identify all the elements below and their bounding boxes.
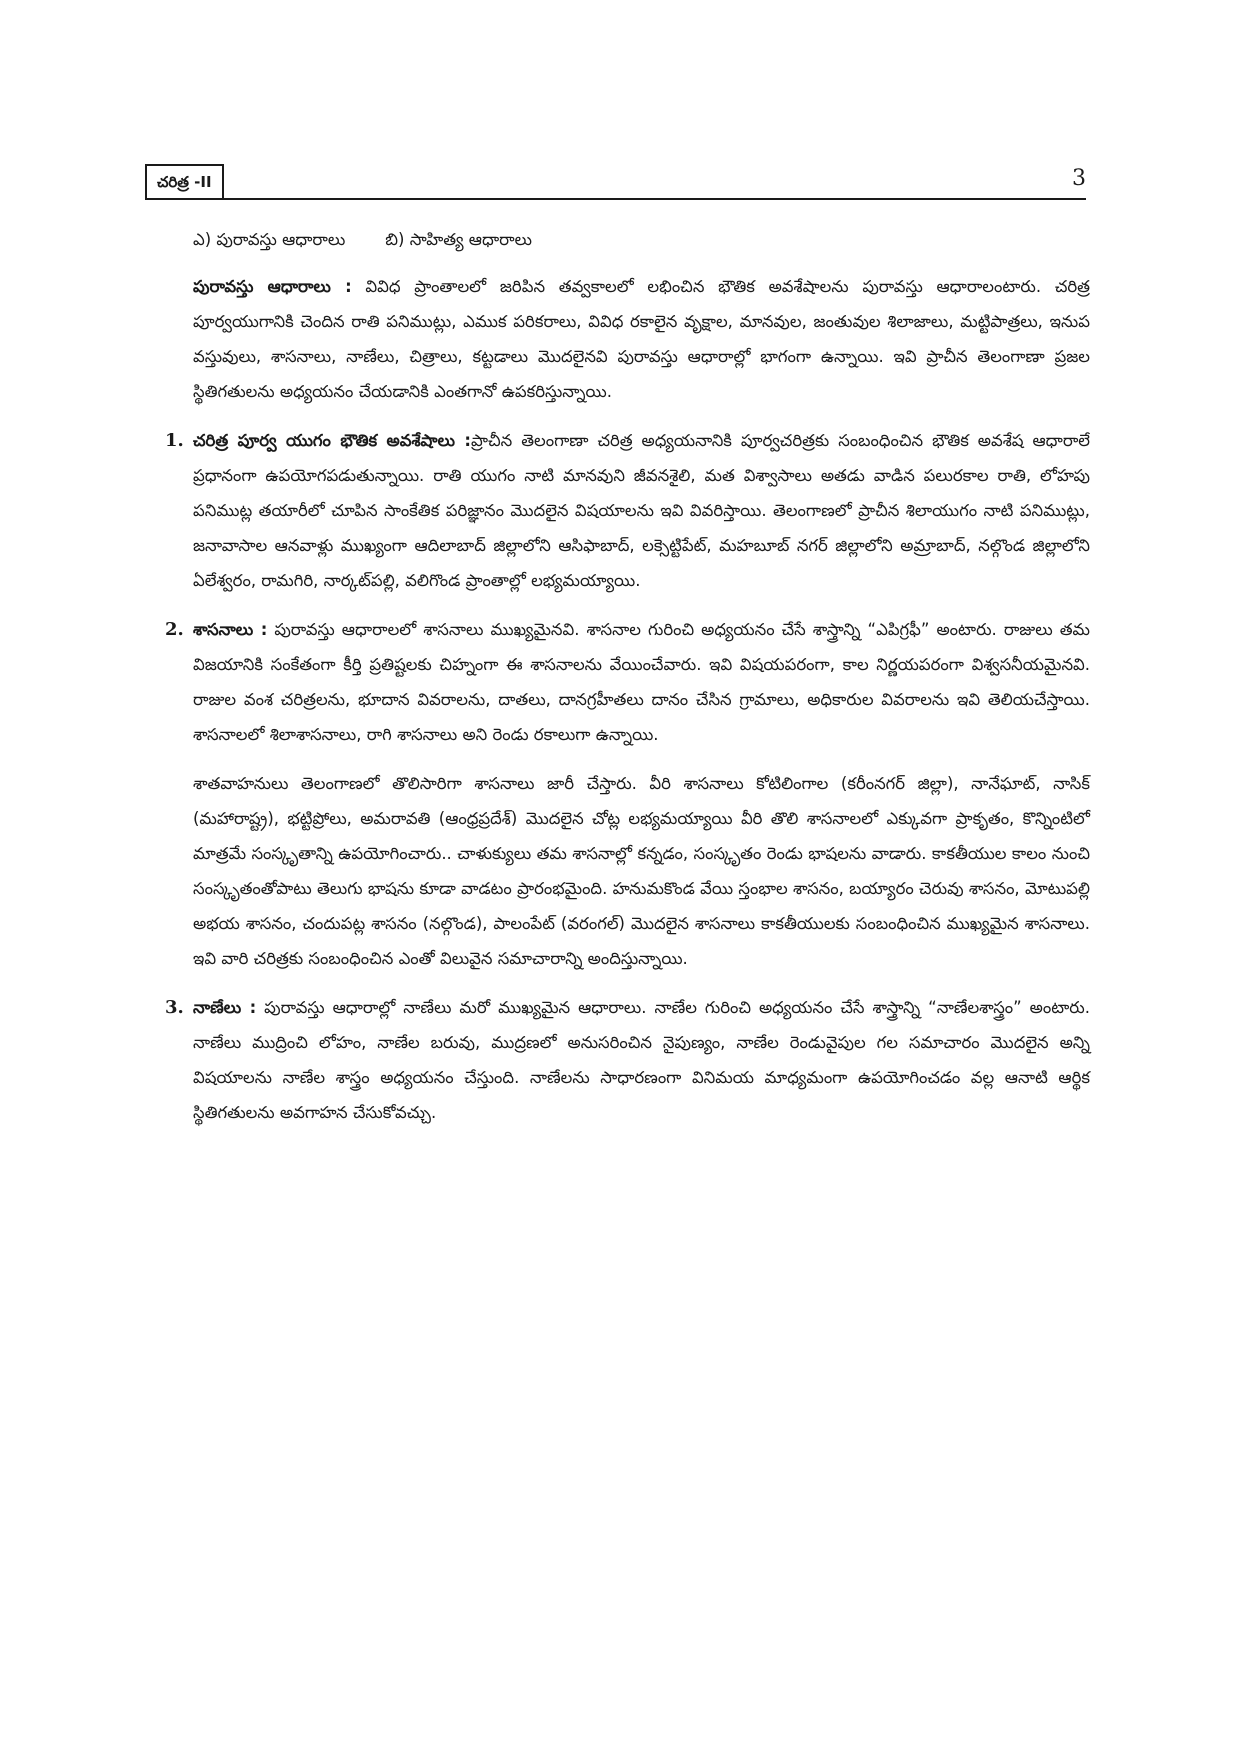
list-item-1 [145, 423, 1090, 598]
page-content [145, 225, 1090, 1144]
intro-paragraph [193, 269, 1090, 409]
item-number: 1. [165, 430, 184, 451]
item-extra-paragraph: శాతవాహనులు తెలంగాణలో తొలిసారిగా శాసనాలు జారీ చేస్తారు. వీరి శాసనాలు కోటిలింగాల (కరీంనగర్ జిల్లా), నానేఘాట్, నాసిక్ (మహారాష్ట్ర), భట్టిప్రోలు, అమరావతి (ఆంధ్రప్రదేశ్) మొదలైన చోట్ల లభ్యమయ్యాయి వీరి తొలి శాసనాలలో ఎక్కువగా ప్రాకృతం, కొన్నింటిలో మాత్రమే సంస్కృతాన్ని ఉపయోగించారు.. చాళుక్యులు తమ శాసనాల్లో కన్నడం, సంస్కృతం రెండు భాషలను వాడారు. కాకతీయుల కాలం నుంచి సంస్కృతంతోపాటు తెలుగు భాషను కూడా వాడటం ప్రారంభమైంది. హనుమకొండ వేయి స్తంభాల శాసనం, బయ్యారం చెరువు శాసనం, మోటుపల్లి అభయ శాసనం, చందుపట్ల శాసనం (నల్గొండ), పాలంపేట్ (వరంగల్) మొదలైన శాసనాలు కాకతీయులకు సంబంధించిన ముఖ్యమైన శాసనాలు. ఇవి వారి చరిత్రకు సంబంధించిన ఎంతో విలువైన సమాచారాన్ని అందిస్తున్నాయి. [193, 774, 1091, 968]
item-text: ప్రాచీన తెలంగాణా చరిత్ర అధ్యయనానికి పూర్వచరిత్రకు సంబంధించిన భౌతిక అవశేష ఆధారాలే ప్రధానంగా ఉపయోగపడుతున్నాయి. రాతి యుగం నాటి మానవుని జీవనశైలి, మత విశ్వాసాలు అతడు వాడిన పలురకాల రాతి, లోహపు పనిముట్ల తయారీలో చూపిన సాంకేతిక పరిజ్ఞానం మొదలైన విషయాలను ఇవి వివరిస్తాయి. తెలంగాణలో ప్రాచీన శిలాయుగం నాటి పనిముట్లు, జనావాసాల ఆనవాళ్లు ముఖ్యంగా ఆదిలాబాద్ జిల్లాలోని ఆసిఫాబాద్, లక్సెట్టిపేట్, మహబూబ్ నగర్ జిల్లాలోని అమ్రాబాద్, నల్గొండ జిల్లాలోని ఏలేశ్వరం, రామగిరి, నార్కట్‌పల్లి, వలిగొండ ప్రాంతాల్లో లభ్యమయ్యాయి. [193, 431, 1090, 590]
page-header [145, 164, 1086, 200]
item-paragraph [193, 423, 1090, 598]
subject-label: చరిత్ర -II [145, 164, 224, 200]
header-divider [145, 198, 1086, 200]
intro-text: వివిధ ప్రాంతాలలో జరిపిన తవ్వకాలలో లభించిన భౌతిక అవశేషాలను పురావస్తు ఆధారాలంటారు. చరిత్ర పూర్వయుగానికి చెందిన రాతి పనిముట్లు, ఎముక పరికరాలు, వివిధ రకాలైన వృక్షాల, మానవుల, జంతువుల శిలాజాలు, మట్టిపాత్రలు, ఇనుప వస్తువులు, శాసనాలు, నాణేలు, చిత్రాలు, కట్టడాలు మొదలైనవి పురావస్తు ఆధారాల్లో భాగంగా ఉన్నాయి. ఇవి ప్రాచీన తెలంగాణా ప్రజల స్థితిగతులను అధ్యయనం చేయడానికి ఎంతగానో ఉపకరిస్తున్నాయి. [193, 277, 1090, 401]
item-paragraph [193, 612, 1090, 752]
item-heading: శాసనాలు : [193, 620, 268, 639]
item-number: 3. [165, 997, 184, 1018]
item-text: పురావస్తు ఆధారాలలో శాసనాలు ముఖ్యమైనవి. శాసనాల గురించి అధ్యయనం చేసే శాస్త్రాన్ని “ఎపిగ్రఫీ” అంటారు. రాజులు తమ విజయానికి సంకేతంగా కీర్తి ప్రతిష్టలకు చిహ్నంగా ఈ శాసనాలను వేయించేవారు. ఇవి విషయపరంగా, కాల నిర్ణయపరంగా విశ్వసనీయమైనవి. రాజుల వంశ చరిత్రలను, భూదాన వివరాలను, దాతలు, దానగ్రహీతలు దానం చేసిన గ్రామాలు, అధికారుల వివరాలను ఇవి తెలియచేస్తాయి. శాసనాలలో శిలాశాసనాలు, రాగి శాసనాలు అని రెండు రకాలుగా ఉన్నాయి. [193, 620, 1090, 744]
item-text: పురావస్తు ఆధారాల్లో నాణేలు మరో ముఖ్యమైన ఆధారాలు. నాణేల గురించి అధ్యయనం చేసే శాస్త్రాన్ని “నాణేలశాస్త్రం” అంటారు. నాణేలు ముద్రించి లోహం, నాణేల బరువు, ముద్రణలో అనుసరించిన నైపుణ్యం, నాణేల రెండువైపుల గల సమాచారం మొదలైన అన్ని విషయాలను నాణేల శాస్త్రం అధ్యయనం చేస్తుంది. నాణేలను సాధారణంగా వినిమయ మాధ్యమంగా ఉపయోగించడం వల్ల ఆనాటి ఆర్థిక స్థితిగతులను అవగాహన చేసుకోవచ్చు. [193, 998, 1090, 1122]
page-number: 3 [1072, 166, 1086, 191]
item-heading: చరిత్ర పూర్వ యుగం భౌతిక అవశేషాలు : [193, 431, 472, 450]
list-item-2 [145, 612, 1090, 976]
intro-heading: పురావస్తు ఆధారాలు : [193, 277, 352, 296]
item-paragraph [193, 990, 1090, 1130]
source-item-b: బి) సాహిత్య ఆధారాలు [385, 230, 532, 249]
list-item-3 [145, 990, 1090, 1130]
item-number: 2. [165, 619, 184, 640]
source-item-a: ఎ) పురావస్తు ఆధారాలు [193, 230, 346, 249]
item-heading: నాణేలు : [193, 998, 257, 1017]
sources-list [193, 225, 1090, 255]
